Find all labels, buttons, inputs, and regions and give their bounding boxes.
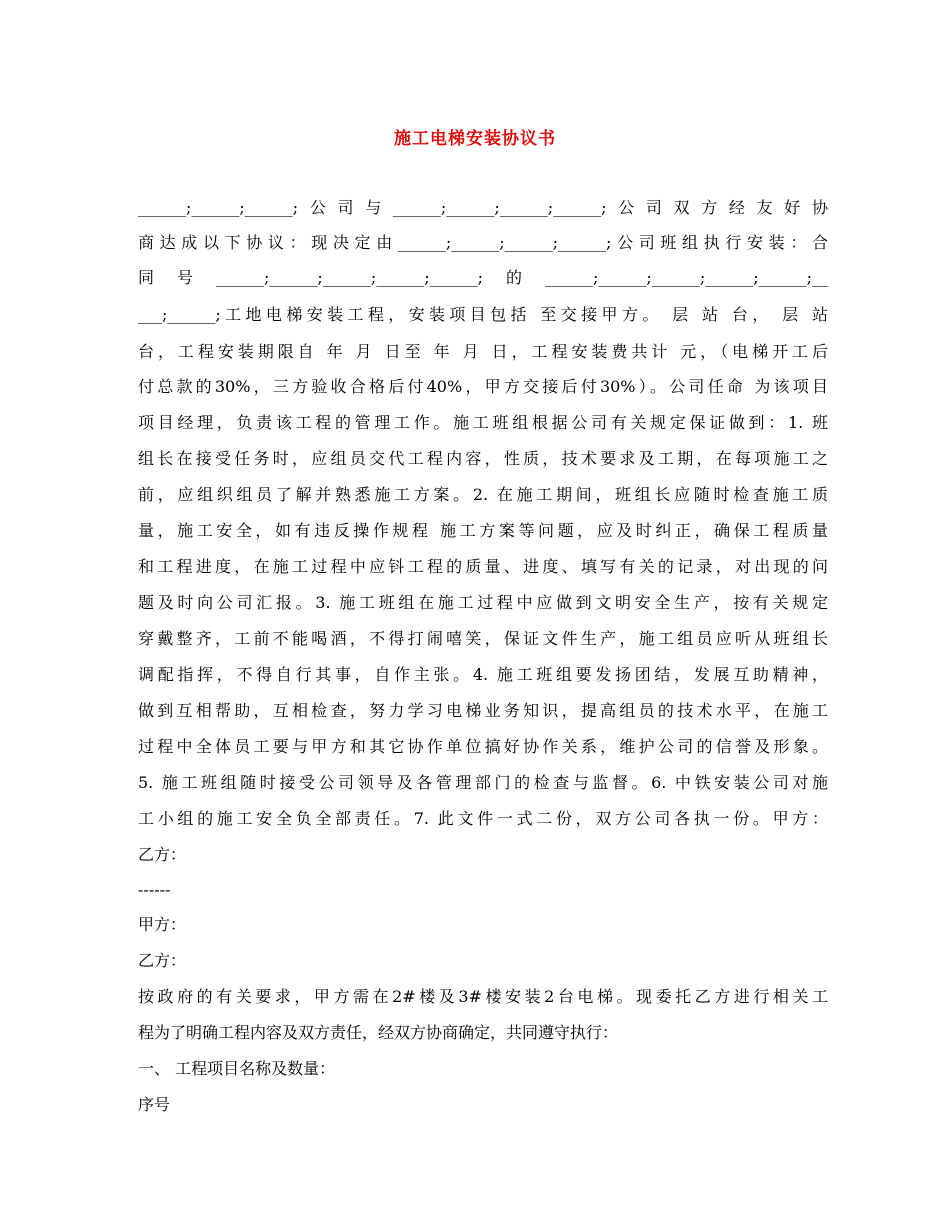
body-line: 程为了明确工程内容及双方责任，经双方协商确定，共同遵守执行：	[138, 1023, 619, 1042]
section-heading: 一、 工程项目名称及数量：	[138, 1059, 336, 1078]
body-line: 过程中全体员工要与甲方和其它协作单位搞好协作关系，维护公司的信誉及形象。	[138, 737, 828, 756]
body-line: 付总款的30%，三方验收合格后付40%，甲方交接后付30%）。公司任命 为该项目	[138, 377, 828, 396]
body-line: 乙方：	[138, 845, 187, 864]
body-line: 同号______;______;______;______;______;的______;______;______;______;______;__	[138, 268, 828, 287]
body-line: ___;______;工地电梯安装工程，安装项目包括 至交接甲方。 层 站 台， 层 站	[138, 305, 828, 324]
body-line: 台，工程安装期限自 年 月 日至 年 月 日，工程安装费共计 元，（电梯开工后	[138, 342, 828, 361]
body-line: 做到互相帮助，互相检查，努力学习电梯业务知识，提高组员的技术水平，在施工	[138, 701, 828, 720]
table-header-cell: 序号	[138, 1095, 171, 1114]
body-line: 甲方：	[138, 915, 187, 934]
body-line: 和工程进度，在施工过程中应钭工程的质量、进度、填写有关的记录，对出现的问	[138, 557, 828, 576]
body-line: 量，施工安全，如有违反操作规程 施工方案等问题，应及时纠正，确保工程质量	[138, 521, 828, 540]
body-line: 按政府的有关要求，甲方需在2#楼及3#楼安装2台电梯。现委托乙方进行相关工	[138, 987, 828, 1006]
body-line: 乙方：	[138, 951, 187, 970]
body-line: 前，应组织组员了解并熟悉施工方案。2. 在施工期间，班组长应随时检查施工质	[138, 485, 828, 504]
body-line: 组长在接受任务时，应组员交代工程内容，性质，技术要求及工期，在每项施工之	[138, 449, 828, 468]
body-line: 工小组的施工安全负全部责任。7. 此文件一式二份，双方公司各执一份。甲方：	[138, 809, 828, 828]
body-line: 调配指挥，不得自行其事，自作主张。4. 施工班组要发扬团结，发展互助精神，	[138, 665, 828, 684]
body-line: 项目经理，负责该工程的管理工作。施工班组根据公司有关规定保证做到：1. 班	[138, 413, 828, 432]
body-line: ------	[138, 880, 171, 899]
body-line: 5. 施工班组随时接受公司领导及各管理部门的检查与监督。6. 中铁安装公司对施	[138, 773, 828, 792]
document-title: 施工电梯安装协议书	[394, 129, 556, 149]
body-line: 穿戴整齐，工前不能喝酒，不得打闹嘻笑，保证文件生产，施工组员应听从班组长	[138, 629, 828, 648]
body-line: 题及时向公司汇报。3. 施工班组在施工过程中应做到文明安全生产，按有关规定	[138, 593, 828, 612]
body-line: 商达成以下协议：现决定由______;______;______;______;公司班组执行安装：合	[138, 233, 828, 252]
body-line: ______;______;______;公司与______;______;______;______;公司双方经友好协	[138, 198, 828, 217]
